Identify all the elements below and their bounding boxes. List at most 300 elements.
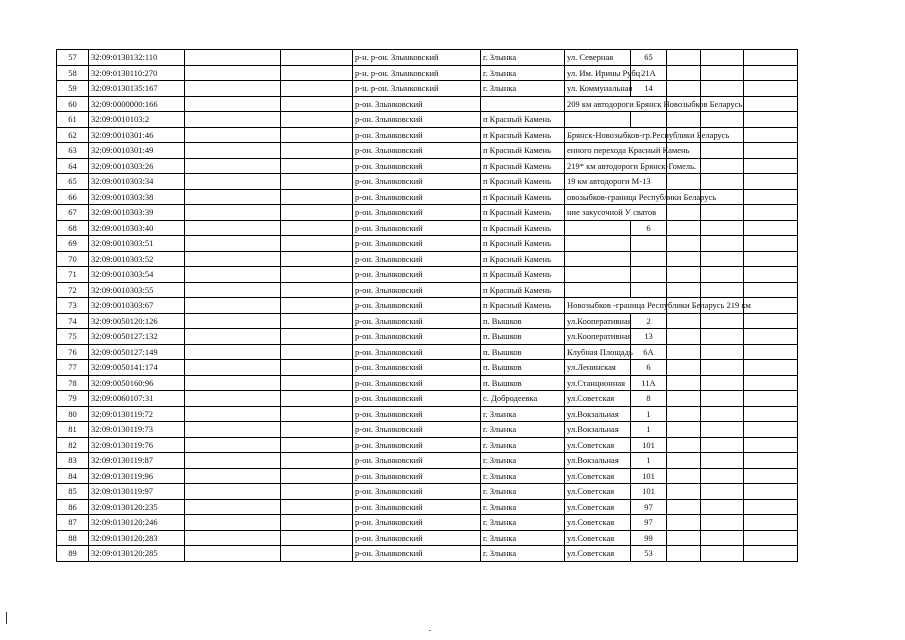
cadastral-number-cell: 32:09:0130110:270 <box>89 65 185 81</box>
street-cell <box>565 112 631 128</box>
address-span-cell: 19 км автодороги М-13 <box>565 174 667 190</box>
settlement-cell: п Красный Камень <box>481 189 565 205</box>
address-span-cell: овозыбков-граница Республики Беларусь <box>565 189 667 205</box>
settlement-cell: п Красный Камень <box>481 127 565 143</box>
empty-cell <box>185 546 281 562</box>
street-cell: ул. Северная <box>565 50 631 66</box>
empty-cell <box>744 437 798 453</box>
empty-cell <box>185 205 281 221</box>
cadastral-number-cell: 32:09:0050160:96 <box>89 375 185 391</box>
cadastral-number-cell: 32:09:0000000:166 <box>89 96 185 112</box>
empty-cell <box>701 468 744 484</box>
street-cell <box>565 267 631 283</box>
street-cell: ул.Советская <box>565 499 631 515</box>
empty-cell <box>744 174 798 190</box>
settlement-cell: г. Злынка <box>481 453 565 469</box>
table-row <box>57 422 798 438</box>
empty-cell <box>281 96 353 112</box>
row-number-cell: 59 <box>57 81 89 97</box>
empty-cell <box>744 391 798 407</box>
empty-cell <box>667 282 701 298</box>
house-number-cell: 8 <box>631 391 667 407</box>
house-number-cell: 1 <box>631 406 667 422</box>
street-cell: Клубная Площадь <box>565 344 631 360</box>
empty-cell <box>281 546 353 562</box>
empty-cell <box>744 220 798 236</box>
empty-cell <box>701 267 744 283</box>
cadastral-number-cell: 32:09:0050141:174 <box>89 360 185 376</box>
street-cell: ул.Советская <box>565 484 631 500</box>
empty-cell <box>701 65 744 81</box>
house-number-cell <box>631 236 667 252</box>
empty-cell <box>281 65 353 81</box>
empty-cell <box>701 530 744 546</box>
street-cell: ул.Кооперативная <box>565 329 631 345</box>
table-row <box>57 205 798 221</box>
empty-cell <box>744 267 798 283</box>
empty-cell <box>185 298 281 314</box>
empty-cell <box>185 468 281 484</box>
empty-cell <box>667 453 701 469</box>
table-row <box>57 329 798 345</box>
empty-cell <box>701 282 744 298</box>
house-number-cell: 2 <box>631 313 667 329</box>
empty-cell <box>701 344 744 360</box>
district-cell: р-он. Злынковский <box>353 406 481 422</box>
settlement-cell: п Красный Камень <box>481 267 565 283</box>
empty-cell <box>701 205 744 221</box>
street-cell <box>565 220 631 236</box>
settlement-cell: п Красный Камень <box>481 143 565 159</box>
row-number-cell: 85 <box>57 484 89 500</box>
settlement-cell: п Красный Камень <box>481 205 565 221</box>
empty-cell <box>185 499 281 515</box>
settlement-cell: п. Вышков <box>481 329 565 345</box>
street-cell: ул.Советская <box>565 515 631 531</box>
table-row <box>57 81 798 97</box>
empty-cell <box>744 50 798 66</box>
street-cell: ул.Ленинская <box>565 360 631 376</box>
house-number-cell: 6А <box>631 344 667 360</box>
empty-cell <box>667 546 701 562</box>
empty-cell <box>281 360 353 376</box>
district-cell: р-он. Злынковский <box>353 499 481 515</box>
table-row <box>57 468 798 484</box>
empty-cell <box>185 251 281 267</box>
empty-cell <box>667 499 701 515</box>
district-cell: р-он. Злынковский <box>353 112 481 128</box>
settlement-cell: п. Вышков <box>481 360 565 376</box>
house-number-cell <box>631 112 667 128</box>
district-cell: р-н. р-он. Злынковский <box>353 50 481 66</box>
empty-cell <box>281 205 353 221</box>
settlement-cell: с. Добродеевка <box>481 391 565 407</box>
empty-cell <box>701 50 744 66</box>
row-number-cell: 60 <box>57 96 89 112</box>
table-row <box>57 546 798 562</box>
empty-cell <box>701 313 744 329</box>
empty-cell <box>281 530 353 546</box>
empty-cell <box>701 499 744 515</box>
empty-cell <box>667 50 701 66</box>
empty-cell <box>185 158 281 174</box>
district-cell: р-он. Злынковский <box>353 127 481 143</box>
empty-cell <box>185 81 281 97</box>
empty-cell <box>701 143 744 159</box>
empty-cell <box>281 298 353 314</box>
empty-cell <box>185 484 281 500</box>
street-cell: ул.Вокзальная <box>565 453 631 469</box>
district-cell: р-он. Злынковский <box>353 205 481 221</box>
empty-cell <box>744 422 798 438</box>
table-row <box>57 174 798 190</box>
table-row <box>57 515 798 531</box>
cadastral-number-cell: 32:09:0130119:73 <box>89 422 185 438</box>
cadastral-number-cell: 32:09:0130119:97 <box>89 484 185 500</box>
row-number-cell: 82 <box>57 437 89 453</box>
house-number-cell: 6 <box>631 360 667 376</box>
row-number-cell: 77 <box>57 360 89 376</box>
row-number-cell: 75 <box>57 329 89 345</box>
address-span-cell: енного перехода Красный Камень <box>565 143 667 159</box>
empty-cell <box>281 50 353 66</box>
district-cell: р-он. Злынковский <box>353 484 481 500</box>
cadastral-number-cell: 32:09:0010303:39 <box>89 205 185 221</box>
row-number-cell: 86 <box>57 499 89 515</box>
settlement-cell <box>481 96 565 112</box>
table-row <box>57 313 798 329</box>
empty-cell <box>744 127 798 143</box>
empty-cell <box>744 158 798 174</box>
empty-cell <box>744 251 798 267</box>
district-cell: р-он. Злынковский <box>353 313 481 329</box>
house-number-cell: 13 <box>631 329 667 345</box>
district-cell: р-он. Злынковский <box>353 515 481 531</box>
street-cell: ул.Кооперативная <box>565 313 631 329</box>
empty-cell <box>744 375 798 391</box>
cadastral-number-cell: 32:09:0130120:285 <box>89 546 185 562</box>
row-number-cell: 76 <box>57 344 89 360</box>
table-row <box>57 112 798 128</box>
empty-cell <box>744 546 798 562</box>
settlement-cell: п Красный Камень <box>481 282 565 298</box>
cadastral-number-cell: 32:09:0130120:283 <box>89 530 185 546</box>
empty-cell <box>185 96 281 112</box>
house-number-cell: 11А <box>631 375 667 391</box>
settlement-cell: г. Злынка <box>481 422 565 438</box>
empty-cell <box>185 437 281 453</box>
empty-cell <box>185 174 281 190</box>
empty-cell <box>281 484 353 500</box>
empty-cell <box>281 251 353 267</box>
settlement-cell: п Красный Камень <box>481 298 565 314</box>
empty-cell <box>744 298 798 314</box>
table-row <box>57 453 798 469</box>
district-cell: р-он. Злынковский <box>353 437 481 453</box>
empty-cell <box>185 406 281 422</box>
empty-cell <box>185 236 281 252</box>
house-number-cell: 101 <box>631 484 667 500</box>
street-cell: ул.Советская <box>565 468 631 484</box>
house-number-cell: 53 <box>631 546 667 562</box>
empty-cell <box>667 205 701 221</box>
district-cell: р-он. Злынковский <box>353 391 481 407</box>
empty-cell <box>744 530 798 546</box>
empty-cell <box>744 65 798 81</box>
empty-cell <box>701 484 744 500</box>
empty-cell <box>667 344 701 360</box>
empty-cell <box>701 329 744 345</box>
district-cell: р-он. Злынковский <box>353 468 481 484</box>
table-row <box>57 189 798 205</box>
table-row <box>57 360 798 376</box>
street-cell: ул.Советская <box>565 391 631 407</box>
street-cell <box>565 282 631 298</box>
cadastral-number-cell: 32:09:0010303:67 <box>89 298 185 314</box>
empty-cell <box>185 189 281 205</box>
empty-cell <box>744 499 798 515</box>
empty-cell <box>667 375 701 391</box>
settlement-cell: г. Злынка <box>481 546 565 562</box>
settlement-cell: п. Вышков <box>481 344 565 360</box>
empty-cell <box>667 329 701 345</box>
empty-cell <box>701 391 744 407</box>
row-number-cell: 72 <box>57 282 89 298</box>
empty-cell <box>281 391 353 407</box>
empty-cell <box>744 329 798 345</box>
empty-cell <box>701 251 744 267</box>
settlement-cell: г. Злынка <box>481 515 565 531</box>
settlement-cell: п Красный Камень <box>481 220 565 236</box>
table-row <box>57 236 798 252</box>
empty-cell <box>185 65 281 81</box>
street-cell: ул. Коммунальная <box>565 81 631 97</box>
address-span-cell: Новозыбков -граница Республики Беларусь 219 км <box>565 298 667 314</box>
row-number-cell: 84 <box>57 468 89 484</box>
empty-cell <box>185 127 281 143</box>
row-number-cell: 58 <box>57 65 89 81</box>
settlement-cell: г. Злынка <box>481 484 565 500</box>
cadastral-number-cell: 32:09:0130119:87 <box>89 453 185 469</box>
empty-cell <box>185 422 281 438</box>
settlement-cell: п. Вышков <box>481 313 565 329</box>
table-row <box>57 437 798 453</box>
row-number-cell: 66 <box>57 189 89 205</box>
empty-cell <box>744 468 798 484</box>
cadastral-number-cell: 32:09:0010303:26 <box>89 158 185 174</box>
row-number-cell: 67 <box>57 205 89 221</box>
empty-cell <box>667 251 701 267</box>
district-cell: р-он. Злынковский <box>353 375 481 391</box>
empty-cell <box>667 391 701 407</box>
cadastral-number-cell: 32:09:0130119:72 <box>89 406 185 422</box>
house-number-cell: 14 <box>631 81 667 97</box>
empty-cell <box>744 205 798 221</box>
empty-cell <box>281 499 353 515</box>
empty-cell <box>744 344 798 360</box>
empty-cell <box>185 50 281 66</box>
district-cell: р-он. Злынковский <box>353 282 481 298</box>
house-number-cell: 97 <box>631 515 667 531</box>
house-number-cell: 6 <box>631 220 667 236</box>
cadastral-number-cell: 32:09:0010303:55 <box>89 282 185 298</box>
cadastral-number-cell: 32:09:0050120:126 <box>89 313 185 329</box>
empty-cell <box>281 375 353 391</box>
row-number-cell: 87 <box>57 515 89 531</box>
empty-cell <box>701 546 744 562</box>
empty-cell <box>744 406 798 422</box>
empty-cell <box>744 96 798 112</box>
table-row <box>57 530 798 546</box>
empty-cell <box>281 344 353 360</box>
empty-cell <box>701 422 744 438</box>
settlement-cell: г. Злынка <box>481 65 565 81</box>
row-number-cell: 69 <box>57 236 89 252</box>
street-cell: ул.Советская <box>565 530 631 546</box>
empty-cell <box>744 189 798 205</box>
empty-cell <box>281 220 353 236</box>
house-number-cell: 1 <box>631 422 667 438</box>
cadastral-number-cell: 32:09:0010301:46 <box>89 127 185 143</box>
empty-cell <box>701 81 744 97</box>
empty-cell <box>281 143 353 159</box>
street-cell: ул.Станционная <box>565 375 631 391</box>
row-number-cell: 88 <box>57 530 89 546</box>
empty-cell <box>281 81 353 97</box>
table-row <box>57 143 798 159</box>
house-number-cell <box>631 267 667 283</box>
cadastral-number-cell: 32:09:0010303:52 <box>89 251 185 267</box>
empty-cell <box>701 406 744 422</box>
table-row <box>57 220 798 236</box>
cadastral-number-cell: 32:09:0130120:246 <box>89 515 185 531</box>
table-row <box>57 375 798 391</box>
district-cell: р-он. Злынковский <box>353 143 481 159</box>
cadastral-number-cell: 32:09:0060107:31 <box>89 391 185 407</box>
table-row <box>57 484 798 500</box>
empty-cell <box>185 391 281 407</box>
settlement-cell: п Красный Камень <box>481 158 565 174</box>
empty-cell <box>281 422 353 438</box>
empty-cell <box>667 174 701 190</box>
house-number-cell: 101 <box>631 468 667 484</box>
empty-cell <box>185 143 281 159</box>
row-number-cell: 62 <box>57 127 89 143</box>
settlement-cell: г. Злынка <box>481 437 565 453</box>
address-span-cell: 219* км автодороги Брянск-Гомель. <box>565 158 667 174</box>
street-cell <box>565 236 631 252</box>
empty-cell <box>185 453 281 469</box>
empty-cell <box>281 174 353 190</box>
empty-cell <box>744 112 798 128</box>
cadastral-number-cell: 32:09:0130120:235 <box>89 499 185 515</box>
empty-cell <box>667 81 701 97</box>
empty-cell <box>744 453 798 469</box>
district-cell: р-н. р-он. Злынковский <box>353 81 481 97</box>
cadastral-number-cell: 32:09:0010103:2 <box>89 112 185 128</box>
empty-cell <box>185 375 281 391</box>
row-number-cell: 64 <box>57 158 89 174</box>
empty-cell <box>281 515 353 531</box>
cadastral-number-cell: 32:09:0130132:110 <box>89 50 185 66</box>
cadastral-number-cell: 32:09:0050127:132 <box>89 329 185 345</box>
table-row <box>57 158 798 174</box>
empty-cell <box>701 220 744 236</box>
empty-cell <box>744 236 798 252</box>
street-cell: ул.Советская <box>565 437 631 453</box>
row-number-cell: 89 <box>57 546 89 562</box>
table-row <box>57 251 798 267</box>
table-row <box>57 344 798 360</box>
cadastral-number-cell: 32:09:0010303:38 <box>89 189 185 205</box>
empty-cell <box>667 220 701 236</box>
house-number-cell: 21А <box>631 65 667 81</box>
empty-cell <box>667 530 701 546</box>
empty-cell <box>667 422 701 438</box>
row-number-cell: 63 <box>57 143 89 159</box>
district-cell: р-он. Злынковский <box>353 251 481 267</box>
house-number-cell: 1 <box>631 453 667 469</box>
table-row <box>57 499 798 515</box>
empty-cell <box>701 453 744 469</box>
row-number-cell: 61 <box>57 112 89 128</box>
row-number-cell: 78 <box>57 375 89 391</box>
cadastral-number-cell: 32:09:0050127:149 <box>89 344 185 360</box>
table-row <box>57 127 798 143</box>
empty-cell <box>667 515 701 531</box>
settlement-cell: п. Вышков <box>481 375 565 391</box>
empty-cell <box>667 313 701 329</box>
empty-cell <box>701 236 744 252</box>
cadastral-number-cell: 32:09:0010303:40 <box>89 220 185 236</box>
empty-cell <box>701 375 744 391</box>
table-row <box>57 282 798 298</box>
empty-cell <box>744 282 798 298</box>
district-cell: р-он. Злынковский <box>353 174 481 190</box>
district-cell: р-он. Злынковский <box>353 189 481 205</box>
house-number-cell: 101 <box>631 437 667 453</box>
street-cell: ул.Вокзальная <box>565 422 631 438</box>
empty-cell <box>667 437 701 453</box>
empty-cell <box>281 112 353 128</box>
district-cell: р-он. Злынковский <box>353 344 481 360</box>
district-cell: р-он. Злынковский <box>353 158 481 174</box>
empty-cell <box>185 530 281 546</box>
empty-cell <box>667 267 701 283</box>
row-number-cell: 68 <box>57 220 89 236</box>
empty-cell <box>185 360 281 376</box>
settlement-cell: п Красный Камень <box>481 236 565 252</box>
settlement-cell: г. Злынка <box>481 81 565 97</box>
row-number-cell: 57 <box>57 50 89 66</box>
house-number-cell: 65 <box>631 50 667 66</box>
empty-cell <box>281 313 353 329</box>
table-row <box>57 298 798 314</box>
settlement-cell: г. Злынка <box>481 468 565 484</box>
empty-cell <box>185 344 281 360</box>
settlement-cell: г. Злынка <box>481 530 565 546</box>
empty-cell <box>701 158 744 174</box>
row-number-cell: 71 <box>57 267 89 283</box>
registry-table <box>56 49 798 562</box>
empty-cell <box>667 484 701 500</box>
settlement-cell: г. Злынка <box>481 50 565 66</box>
settlement-cell: п Красный Камень <box>481 251 565 267</box>
district-cell: р-он. Злынковский <box>353 422 481 438</box>
row-number-cell: 80 <box>57 406 89 422</box>
house-number-cell: 99 <box>631 530 667 546</box>
district-cell: р-он. Злынковский <box>353 96 481 112</box>
